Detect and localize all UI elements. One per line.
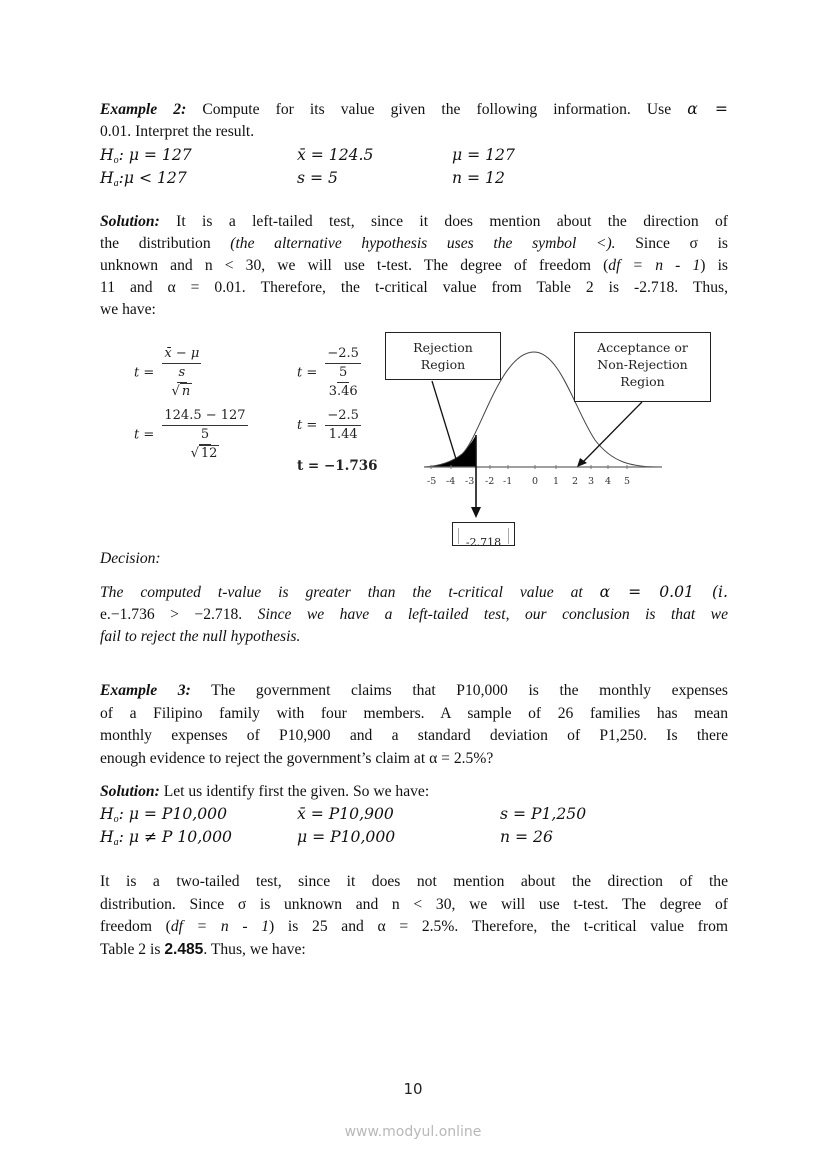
example3-xbar: x̄ = P10,900	[297, 805, 394, 823]
example3-line2: of a Filipino family with four members. A sample of 26 families has mean	[100, 705, 728, 722]
example3-para-line3: freedom (df = n - 1) is 25 and α = 2.5%. Therefore, the t-critical value from	[100, 918, 728, 935]
formula-step4: t = $\frac{-2.5}{1.44}$	[297, 408, 359, 442]
example2-solution-line5: we have:	[100, 301, 156, 318]
critical-value-label: -2.718	[452, 522, 515, 546]
example2-ha: $H_a:\mu < 127$	[100, 169, 187, 189]
example2-heading: Example 2:	[100, 101, 187, 118]
example3-mu: μ = P10,000	[297, 828, 396, 846]
example3-s: s = P1,250	[500, 805, 587, 823]
decision-heading: Decision:	[100, 550, 161, 567]
tick-label: 4	[605, 476, 612, 487]
tick-label: 2	[572, 476, 579, 487]
example3-solution-line: Solution: Let us identify first the given. So we have:	[100, 783, 430, 800]
rejection-pointer	[432, 381, 456, 459]
footer-url: www.modyul.online	[344, 1124, 482, 1140]
tick-label: -1	[503, 476, 513, 487]
example3-h0: $H_o$: μ = P10,000	[100, 805, 227, 825]
example3-para-line1: It is a two-tailed test, since it does not mention about the direction of the	[100, 873, 728, 890]
decision-line1: The computed t-value is greater than the t-critical value at α = 0.01 (i.	[100, 583, 728, 601]
tick-label: -3	[465, 476, 475, 487]
example3-line4: enough evidence to reject the government’s claim at α = 2.5%?	[100, 750, 494, 767]
tick-label: 0	[532, 476, 539, 487]
tick-label: 1	[553, 476, 560, 487]
example2-intro-line2: 0.01. Interpret the result.	[100, 123, 255, 140]
example2-intro-line1: Example 2: Compute for its value given the following information. Use α =	[100, 100, 728, 118]
decision-line3: fail to reject the null hypothesis.	[100, 628, 301, 645]
tick-label: 5	[624, 476, 631, 487]
example2-h0: $H_o$: μ = 127	[100, 146, 192, 166]
tick-label: -4	[446, 476, 456, 487]
decision-line2: e.−1.736 > −2.718. Since we have a left-tailed test, our conclusion is that we	[100, 606, 728, 623]
example2-solution-line1: Solution: It is a left-tailed test, since it does mention about the direction of	[100, 213, 728, 230]
example3-para-line2: distribution. Since σ is unknown and n < 30, we will use t-test. The degree of	[100, 896, 728, 913]
example3-ha: $H_a$: μ ≠ P 10,000	[100, 828, 232, 848]
tick-label: -5	[427, 476, 437, 487]
example2-xbar: x̄ = 124.5	[297, 146, 374, 164]
example3-heading: Example 3:	[100, 682, 191, 699]
example2-solution-line3: unknown and n < 30, we will use t-test. The degree of freedom (df = n - 1) is	[100, 257, 728, 274]
example2-s: s = 5	[297, 169, 338, 187]
example2-n: n = 12	[452, 169, 505, 187]
example3-n: n = 26	[500, 828, 553, 846]
example2-solution-line4: 11 and α = 0.01. Therefore, the t-critical value from Table 2 is -2.718. Thus,	[100, 279, 728, 296]
critical-arrowhead	[471, 507, 481, 518]
formula-step3: t = $\frac{-2.5}{\frac{5}{3.46}}$	[297, 346, 359, 399]
example3-line1: Example 3: The government claims that P10,000 is the monthly expenses	[100, 682, 728, 699]
example3-para-line4: Table 2 is 2.485. Thus, we have:	[100, 941, 306, 958]
critical-value-bold: 2.485	[164, 941, 204, 958]
example2-mu: μ = 127	[452, 146, 515, 164]
formula-general: t = $\frac{x̄ - \mu}{\frac{s}{√ n}}$	[134, 346, 200, 399]
formula-result: t = −1.736	[297, 458, 378, 474]
rejection-region-label: Rejection Region	[385, 332, 501, 380]
page-number: 10	[403, 1080, 423, 1098]
acceptance-region-label: Acceptance or Non-Rejection Region	[574, 332, 711, 402]
example3-line3: monthly expenses of P10,900 and a standard deviation of P1,250. Is there	[100, 727, 728, 744]
example2-solution-line2: the distribution (the alternative hypothesis uses the symbol <). Since σ is	[100, 235, 728, 252]
tick-label: 3	[588, 476, 595, 487]
tick-label: -2	[485, 476, 495, 487]
formula-substituted: t = $\frac{124.5 - 127}{\frac{5}{√ 12}}$	[134, 408, 246, 461]
